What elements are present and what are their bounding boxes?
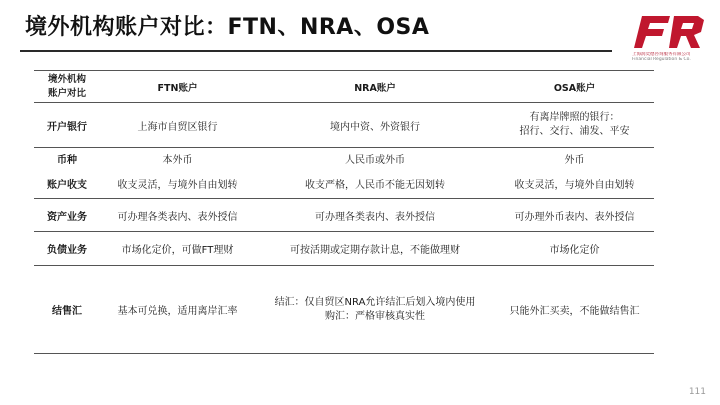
row-label: 资产业务 [34, 199, 100, 232]
cell-ftn: 上海市自贸区银行 [100, 103, 255, 148]
logo-caption-en: Financial Regulation & Co. [632, 57, 691, 62]
cell-ftn: 市场化定价，可做FT理财 [100, 232, 255, 266]
cell-nra: 可按活期或定期存款计息，不能做理财 [255, 232, 495, 266]
title-divider [20, 50, 612, 52]
cell-nra: 收支严格，人民币不能无因划转 [305, 179, 445, 191]
slide-title: 境外机构账户对比：FTN、NRA、OSA [25, 15, 430, 40]
table-header-row [34, 71, 654, 103]
cell-nra: 可办理各类表内、表外授信 [255, 199, 495, 232]
table-row [34, 103, 654, 148]
cell-ftn: 基本可兑换，适用离岸汇率 [100, 266, 255, 354]
cell-osa [495, 103, 654, 148]
table-row [34, 148, 654, 169]
cell-osa: 市场化定价 [495, 232, 654, 266]
header-cell-category-line: 境外机构 [47, 73, 86, 85]
row-label: 负债业务 [34, 232, 100, 266]
row-label: 开户银行 [34, 103, 100, 148]
header-cell-category-line: 账户对比 [47, 87, 86, 99]
table-row [34, 232, 654, 266]
cell-osa: 可办理外币表内、表外授信 [495, 199, 654, 232]
header-cell-osa: OSA账户 [495, 71, 654, 103]
table-row [34, 266, 654, 354]
cell-osa: 外币 [495, 148, 654, 169]
row-label: 币种 [34, 148, 100, 169]
cell-nra: 境内中资、外资银行 [255, 103, 495, 148]
row-label: 结售汇 [34, 266, 100, 354]
cell-ftn: 本外币 [100, 148, 255, 169]
cell-ftn: 可办理各类表内、表外授信 [100, 199, 255, 232]
cell-osa: 只能外汇买卖，不能做结售汇 [495, 266, 654, 354]
table-row [34, 169, 654, 199]
cell-nra [255, 266, 495, 354]
table-row [34, 199, 654, 232]
cell-ftn: 收支灵活，与境外自由划转 [117, 179, 238, 191]
cell-nra: 人民币或外币 [255, 148, 495, 169]
page-number: 111 [688, 387, 706, 397]
account-comparison-table [34, 70, 654, 354]
cell-nra-line: 结汇：仅自贸区NRA允许结汇后划入境内使用 [274, 296, 476, 308]
row-label: 账户收支 [47, 179, 87, 191]
company-logo [632, 12, 710, 64]
cell-nra-line: 购汇：严格审核真实性 [325, 310, 425, 322]
cell-osa-line: 有离岸牌照的银行： [529, 112, 620, 123]
header-cell-nra: NRA账户 [255, 71, 495, 103]
cell-osa: 收支灵活，与境外自由划转 [514, 179, 635, 191]
logo-caption-cn: 上海润奕德咨询服务有限公司 [632, 52, 691, 57]
header-cell-ftn: FTN账户 [100, 71, 255, 103]
cell-osa-line: 招行、交行、浦发、平安 [519, 126, 630, 137]
fr-logo-icon [634, 12, 708, 50]
header-cell-category [34, 71, 100, 103]
